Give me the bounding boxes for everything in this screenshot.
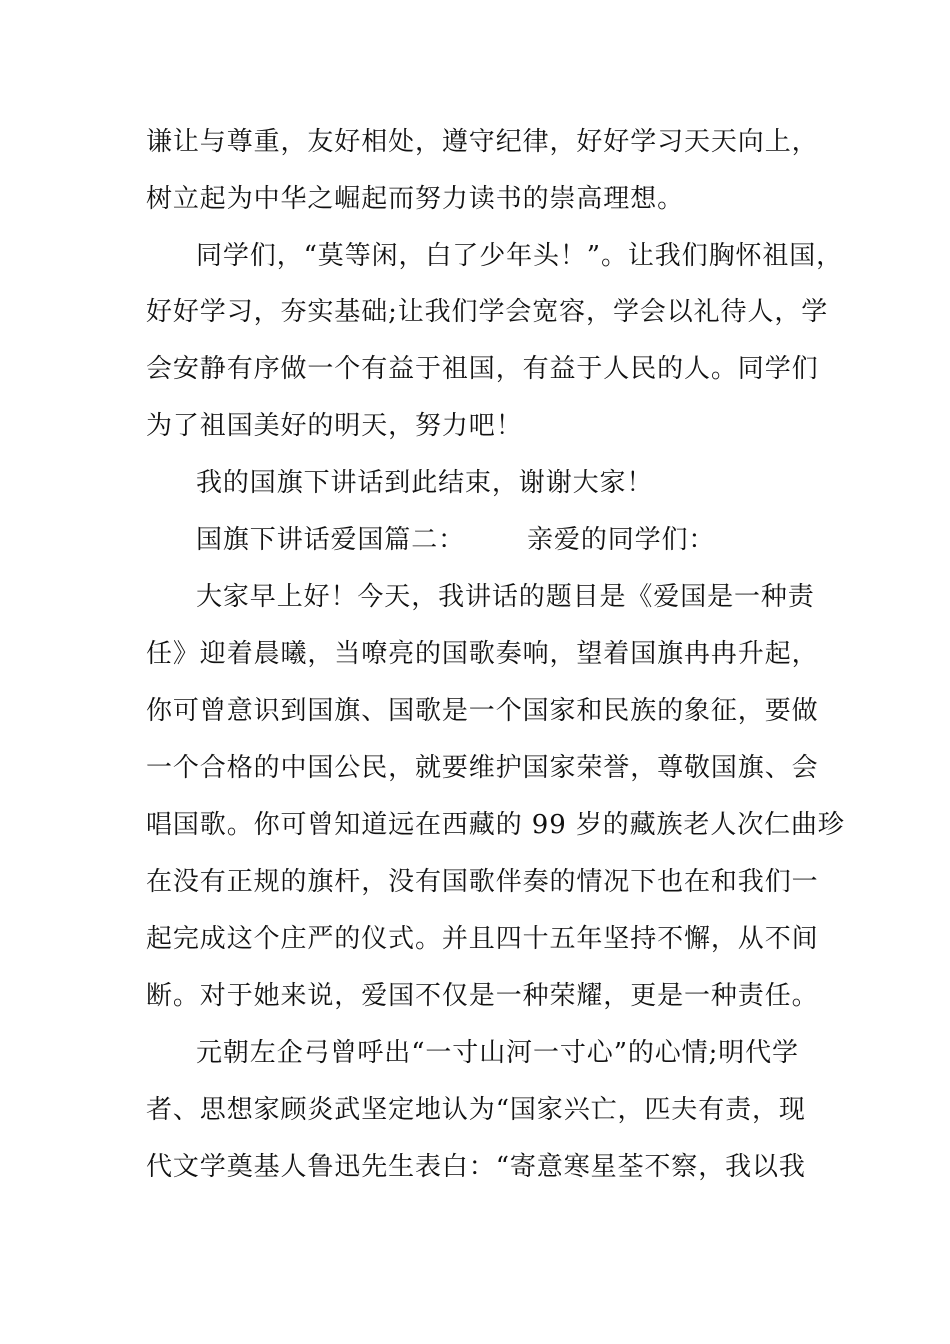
section-title: 国旗下讲话爱国篇二：: [196, 525, 466, 555]
paragraph-3-line-1: 大家早上好！今天，我讲话的题目是《爱国是一种责: [196, 582, 815, 612]
salutation: 亲爱的同学们：: [527, 525, 716, 555]
paragraph-2-line-1: 同学们，“莫等闲，白了少年头！”。让我们胸怀祖国，: [196, 241, 844, 271]
paragraph-2-line-4: 为了祖国美好的明天，努力吧！: [146, 411, 523, 441]
paragraph-4-line-3: 代文学奠基人鲁迅先生表白：“寄意寒星荃不察，我以我: [146, 1152, 806, 1182]
paragraph-3-line-2: 任》迎着晨曦，当嘹亮的国歌奏响，望着国旗冉冉升起，: [146, 639, 819, 669]
paragraph-3-line-3: 你可曾意识到国旗、国歌是一个国家和民族的象征，要做: [146, 696, 819, 726]
paragraph-3-line-4: 一个合格的中国公民，就要维护国家荣誉，尊敬国旗、会: [146, 753, 819, 783]
paragraph-3-line-8: 断。对于她来说，爱国不仅是一种荣耀，更是一种责任。: [146, 981, 819, 1011]
paragraph-3-line-6: 在没有正规的旗杆，没有国歌伴奏的情况下也在和我们一: [146, 867, 819, 897]
paragraph-2-line-3: 会安静有序做一个有益于祖国，有益于人民的人。同学们: [146, 354, 819, 384]
section-heading-line: [196, 524, 715, 556]
paragraph-1-line-1: 谦让与尊重，友好相处，遵守纪律，好好学习天天向上，: [146, 127, 819, 157]
closing-line: 我的国旗下讲话到此结束，谢谢大家！: [196, 468, 654, 498]
paragraph-4-line-2: 者、思想家顾炎武坚定地认为“国家兴亡，匹夫有责，现: [146, 1095, 806, 1125]
paragraph-4-line-1: 元朝左企弓曾呼出“一寸山河一寸心”的心情;明代学: [196, 1038, 799, 1068]
paragraph-2-line-2: 好好学习，夯实基础;让我们学会宽容，学会以礼待人，学: [146, 297, 829, 327]
paragraph-1-line-2: 树立起为中华之崛起而努力读书的崇高理想。: [146, 184, 685, 214]
paragraph-3-line-5: 唱国歌。你可曾知道远在西藏的 99 岁的藏族老人次仁曲珍: [146, 810, 845, 840]
paragraph-3-line-7: 起完成这个庄严的仪式。并且四十五年坚持不懈，从不间: [146, 924, 819, 954]
